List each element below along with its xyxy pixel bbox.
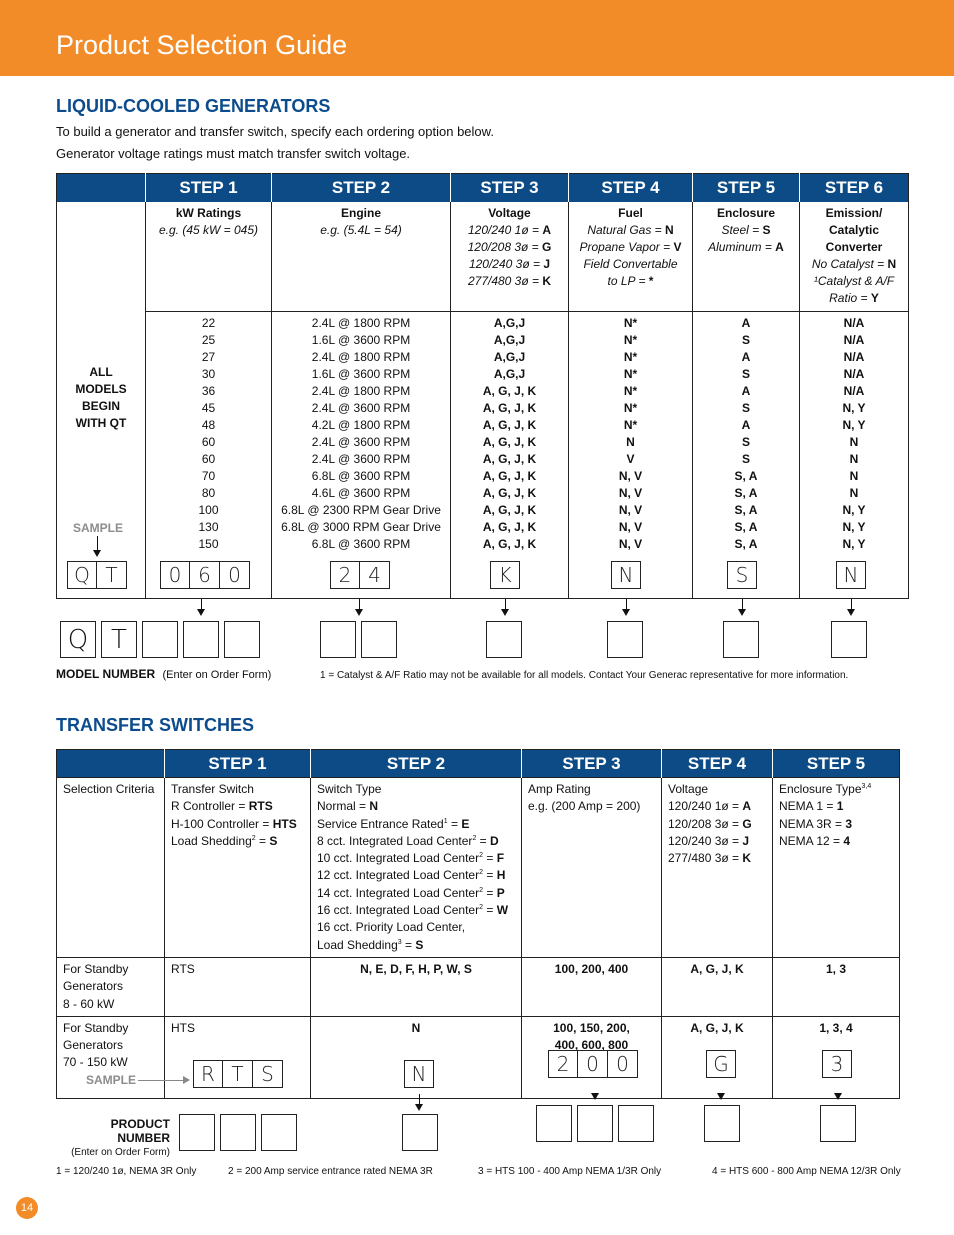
- ts-sample-voltage-box: [706, 1050, 736, 1078]
- list-item: N*: [623, 367, 638, 381]
- enclosure-type-sup: 3,4: [861, 783, 872, 790]
- opt-code: 4: [843, 833, 851, 848]
- list-item: S, A: [734, 486, 758, 500]
- ts-footnote: 1 = 120/240 1ø, NEMA 3R Only: [56, 1166, 197, 1177]
- sample-box: S: [727, 561, 757, 589]
- list-item: A, G, J, K: [482, 401, 537, 415]
- sample-prefix-boxes: [67, 561, 127, 589]
- list-item: S, A: [734, 537, 758, 551]
- model-fuel-entry-box[interactable]: [607, 621, 643, 658]
- list-item: 60: [201, 452, 216, 466]
- list-item: N: [849, 435, 859, 449]
- sample-enclosure-box: [727, 561, 757, 589]
- opt-label: ¹Catalyst & A/F: [813, 273, 895, 288]
- all-models-cell: [57, 202, 146, 599]
- enclosure-title: Enclosure: [716, 205, 776, 220]
- page-number: 14: [16, 1197, 38, 1219]
- opt-code: G: [742, 816, 752, 831]
- product-number-label-group: [60, 1117, 170, 1158]
- opt-label: No Catalyst =: [811, 256, 888, 271]
- opt-label: NEMA 12 =: [779, 833, 844, 848]
- fuel-title: Fuel: [618, 205, 643, 220]
- sample-box: N: [611, 561, 641, 589]
- list-item: N: [626, 435, 635, 449]
- opt-code: N: [887, 256, 897, 271]
- list-item: A,G,J: [493, 350, 526, 364]
- list-item: A,G,J: [493, 367, 526, 381]
- opt-code: N: [665, 222, 674, 237]
- list-item: N*: [623, 316, 638, 330]
- opt-code: V: [673, 239, 682, 254]
- switch-type-option: 10 cct. Integrated Load Center$^2$ = F: [317, 851, 505, 866]
- down-arrow-icon: [419, 1094, 420, 1105]
- list-item: 2.4L @ 1800 RPM: [311, 316, 411, 330]
- enclosure-list: [693, 312, 800, 599]
- gen-sample-label: SAMPLE: [73, 521, 124, 535]
- opt-code: J: [742, 833, 750, 848]
- model-voltage-entry-box[interactable]: [486, 621, 522, 658]
- list-item: A,G,J: [493, 316, 526, 330]
- sample-box: 3: [822, 1050, 852, 1078]
- switch-type-title: Switch Type: [317, 782, 382, 796]
- ts-step5-spec: [773, 778, 900, 958]
- row-label-line: Generators: [63, 979, 124, 994]
- opt-label: 120/208 3ø =: [467, 239, 543, 254]
- opt-label: to LP =: [607, 273, 649, 288]
- sample-box: S: [253, 1060, 283, 1088]
- all-models-line: ALL: [89, 364, 113, 379]
- list-item: N*: [623, 418, 638, 432]
- switch-type-option: 14 cct. Integrated Load Center$^2$ = P: [317, 885, 505, 900]
- intro-line-1: To build a generator and transfer switch, specify each ordering option below.: [56, 124, 494, 139]
- model-kw-entry-box[interactable]: [224, 621, 260, 658]
- ts-step3-spec: [522, 778, 662, 958]
- product-switch-entry-box[interactable]: [179, 1114, 215, 1151]
- sample-voltage-box: [490, 561, 520, 589]
- list-item: N, Y: [842, 503, 866, 517]
- enclosure-type-title: Enclosure Type: [779, 782, 862, 796]
- kw-spec-cell: [146, 202, 272, 312]
- sample-box: Q: [67, 561, 97, 589]
- model-number-label: MODEL NUMBER: [56, 667, 156, 681]
- list-item: A, G, J, K: [482, 469, 537, 483]
- product-amp-entry-box[interactable]: [577, 1105, 613, 1142]
- sample-engine-boxes: [330, 561, 390, 589]
- product-enclosure-entry-box[interactable]: [820, 1105, 856, 1142]
- list-item: N*: [623, 350, 638, 364]
- list-item: 80: [201, 486, 216, 500]
- model-emission-entry-box[interactable]: [831, 621, 867, 658]
- model-kw-entry-box[interactable]: [183, 621, 219, 658]
- list-item: N: [849, 469, 859, 483]
- down-arrow-icon: [505, 599, 506, 610]
- opt-code: K: [742, 851, 752, 866]
- list-item: N*: [623, 384, 638, 398]
- list-item: N, V: [618, 486, 643, 500]
- list-item: 100: [198, 503, 219, 517]
- list-item: 2.4L @ 1800 RPM: [311, 384, 411, 398]
- emission-title: Converter: [825, 239, 883, 254]
- list-item: N, V: [618, 520, 643, 534]
- list-item: 6.8L @ 3600 RPM: [311, 537, 411, 551]
- ts-step4-spec: [662, 778, 773, 958]
- list-item: S: [741, 435, 750, 449]
- opt-code: *: [648, 273, 654, 288]
- all-models-line: BEGIN: [81, 398, 120, 413]
- ts-step1-spec: Transfer Switch R Controller = RTS H-100 Controller = HTS Load Shedding$^2$ = S: [165, 778, 311, 958]
- gen-step-header: STEP 5: [693, 174, 800, 202]
- down-arrow-icon: [851, 599, 852, 610]
- opt-label: NEMA 1 =: [779, 799, 837, 814]
- sample-box: 4: [360, 561, 390, 589]
- list-item: N, Y: [842, 537, 866, 551]
- down-arrow-icon: [359, 599, 360, 610]
- list-item: A, G, J, K: [482, 384, 537, 398]
- row3-enclosure: 1, 3, 4: [773, 1016, 900, 1098]
- row2-voltage: A, G, J, K: [662, 957, 773, 1016]
- fuel-list: [569, 312, 693, 599]
- opt-label: 120/208 3ø =: [668, 816, 743, 831]
- list-item: 25: [201, 333, 216, 347]
- switch-type-option: 16 cct. Integrated Load Center$^2$ = W: [317, 903, 509, 918]
- all-models-line: MODELS: [75, 381, 127, 396]
- switch-type-list: [317, 798, 515, 954]
- emission-title: Catalytic: [828, 222, 880, 237]
- list-item: N/A: [843, 316, 865, 330]
- row-label-line: Generators: [63, 1038, 124, 1053]
- list-item: N, V: [618, 537, 643, 551]
- list-item: 4.6L @ 3600 RPM: [311, 486, 411, 500]
- opt-label: Ratio =: [829, 290, 871, 305]
- list-item: 27: [201, 350, 216, 364]
- generators-table: [56, 173, 909, 599]
- kw-list: [146, 312, 272, 599]
- sample-fuel-box: [611, 561, 641, 589]
- list-item: N, Y: [842, 401, 866, 415]
- list-item: 130: [198, 520, 219, 534]
- opt-label: 277/480 3ø =: [467, 273, 543, 288]
- gen-step-header: STEP 6: [800, 174, 909, 202]
- amp-example: e.g. (200 Amp = 200): [528, 799, 641, 814]
- sample-box: 6: [190, 561, 220, 589]
- opt-code: A: [542, 222, 552, 237]
- product-number-label: PRODUCT NUMBER: [110, 1117, 170, 1145]
- list-item: A: [741, 418, 751, 432]
- transfer-switch-table: [56, 749, 900, 1099]
- emission-list: [800, 312, 909, 599]
- list-item: S, A: [734, 503, 758, 517]
- opt-label: Field Convertable: [583, 256, 678, 271]
- sample-box: 0: [578, 1050, 608, 1078]
- opt-label: 277/480 3ø =: [668, 851, 743, 866]
- ts-footnote: 3 = HTS 100 - 400 Amp NEMA 1/3R Only: [478, 1166, 662, 1177]
- opt-code: HTS: [272, 816, 297, 831]
- row-label-line: 70 - 150 kW: [63, 1055, 128, 1070]
- switch-type-option: Load Shedding$^3$ = S: [317, 937, 424, 952]
- list-item: 60: [201, 435, 216, 449]
- sample-box: R: [193, 1060, 223, 1088]
- opt-label: 120/240 1ø =: [467, 222, 543, 237]
- list-item: 2.4L @ 1800 RPM: [311, 350, 411, 364]
- row3-voltage: A, G, J, K: [662, 1016, 773, 1098]
- product-switch-entry-box[interactable]: [261, 1114, 297, 1151]
- ts-footnote: 2 = 200 Amp service entrance rated NEMA 3R: [228, 1166, 433, 1177]
- list-item: S: [741, 401, 750, 415]
- model-prefix-box: Q: [60, 621, 96, 658]
- opt-label: Load Shedding: [171, 833, 252, 848]
- list-item: N*: [623, 401, 638, 415]
- list-item: 2.4L @ 3600 RPM: [311, 401, 411, 415]
- row2-amps: 100, 200, 400: [522, 957, 662, 1016]
- engine-title: Engine: [340, 205, 381, 220]
- opt-code: G: [542, 239, 552, 254]
- engine-example: e.g. (5.4L = 54): [320, 222, 402, 237]
- ts-step-header: STEP 5: [773, 750, 900, 778]
- row-label-line: 8 - 60 kW: [63, 996, 115, 1011]
- row-label-8-60: [57, 957, 165, 1016]
- list-item: N: [849, 486, 859, 500]
- product-type-entry-box[interactable]: [402, 1114, 438, 1151]
- row-label-line: For Standby: [63, 1020, 129, 1035]
- sample-box: 0: [160, 561, 190, 589]
- opt-label: 120/240 3ø =: [668, 833, 743, 848]
- row2-enclosure: 1, 3: [773, 957, 900, 1016]
- page-title: Product Selection Guide: [56, 30, 348, 60]
- sample-box: 0: [220, 561, 250, 589]
- list-item: S: [741, 333, 750, 347]
- sample-kw-boxes: [160, 561, 250, 589]
- ts-sample-amp-boxes: [548, 1050, 638, 1078]
- fuel-spec-cell: [569, 202, 693, 312]
- sample-arrow-icon: [97, 536, 98, 551]
- list-item: A, G, J, K: [482, 452, 537, 466]
- list-item: 22: [201, 316, 216, 330]
- list-item: A, G, J, K: [482, 537, 537, 551]
- ts-sample-type-box: [404, 1060, 434, 1088]
- sample-box: T: [97, 561, 127, 589]
- switch-type-option: Service Entrance Rated$^1$ = E: [317, 816, 470, 831]
- model-kw-entry-box[interactable]: [142, 621, 178, 658]
- sample-arrowhead-icon: [183, 1076, 190, 1084]
- list-item: 2.4L @ 3600 RPM: [311, 452, 411, 466]
- list-item: S: [741, 367, 750, 381]
- selection-criteria-label: Selection Criteria: [57, 778, 165, 958]
- gen-step-header: STEP 4: [569, 174, 693, 202]
- list-item: N: [849, 452, 859, 466]
- sample-box: T: [223, 1060, 253, 1088]
- product-voltage-entry-box[interactable]: [704, 1105, 740, 1142]
- list-item: 48: [201, 418, 216, 432]
- list-item: A: [741, 316, 751, 330]
- list-item: 150: [198, 537, 219, 551]
- opt-code: S: [762, 222, 771, 237]
- opt-label: 120/240 3ø =: [468, 256, 544, 271]
- gen-step-blank: [57, 174, 146, 202]
- ts-step2-spec: [311, 778, 522, 958]
- down-arrow-icon: [201, 599, 202, 610]
- list-item: A, G, J, K: [482, 503, 537, 517]
- row3-switch-types: N: [311, 1016, 522, 1098]
- list-item: N/A: [843, 384, 865, 398]
- list-item: 1.6L @ 3600 RPM: [311, 367, 411, 381]
- list-item: V: [626, 452, 635, 466]
- enclosure-spec-cell: [693, 202, 800, 312]
- switch-type-option: 16 cct. Priority Load Center,: [317, 920, 466, 935]
- model-engine-entry-box[interactable]: [361, 621, 397, 658]
- ts-step-header: STEP 3: [522, 750, 662, 778]
- list-item: 30: [201, 367, 216, 381]
- amp-line: 100, 150, 200,: [553, 1020, 630, 1035]
- list-item: A, G, J, K: [482, 520, 537, 534]
- sample-arrow-icon: [138, 1080, 184, 1081]
- list-item: N, V: [618, 469, 643, 483]
- list-item: N, Y: [842, 520, 866, 534]
- opt-label: R Controller =: [171, 799, 249, 814]
- switch-type-option: 8 cct. Integrated Load Center$^2$ = D: [317, 833, 499, 848]
- gen-step-header: STEP 1: [146, 174, 272, 202]
- down-arrow-icon: [742, 599, 743, 610]
- opt-code: RTS: [248, 799, 273, 814]
- product-amp-entry-box[interactable]: [618, 1105, 654, 1142]
- list-item: A: [741, 384, 751, 398]
- transfer-switches-heading: TRANSFER SWITCHES: [56, 715, 254, 735]
- opt-code: 1: [836, 799, 844, 814]
- voltage-title: Voltage: [488, 205, 531, 220]
- list-item: S, A: [734, 469, 758, 483]
- list-item: 6.8L @ 2300 RPM Gear Drive: [281, 503, 441, 517]
- sample-box: 2: [330, 561, 360, 589]
- switch-type-option: Normal = N: [317, 799, 379, 814]
- sample-box: N: [404, 1060, 434, 1088]
- opt-code: S: [269, 833, 278, 848]
- ts-voltage-title: Voltage: [668, 782, 709, 796]
- title-banner: [0, 0, 954, 76]
- list-item: 45: [201, 401, 216, 415]
- list-item: 6.8L @ 3600 RPM: [311, 469, 411, 483]
- opt-code: 3: [845, 816, 853, 831]
- opt-label: Aluminum =: [708, 239, 776, 254]
- opt-code: A: [742, 799, 752, 814]
- list-item: A, G, J, K: [482, 486, 537, 500]
- list-item: 6.8L @ 3000 RPM Gear Drive: [281, 520, 441, 534]
- opt-label: Steel =: [721, 222, 763, 237]
- row2-switch: RTS: [165, 957, 311, 1016]
- list-item: A,G,J: [493, 333, 526, 347]
- amp-title: Amp Rating: [528, 782, 591, 796]
- list-item: N*: [623, 333, 638, 347]
- ts-step-blank: [57, 750, 165, 778]
- list-item: S, A: [734, 520, 758, 534]
- list-item: A, G, J, K: [482, 435, 537, 449]
- model-number-note: (Enter on Order Form): [162, 669, 272, 681]
- row3-switch: HTS: [165, 1016, 311, 1098]
- sample-box: G: [706, 1050, 736, 1078]
- list-item: N/A: [843, 333, 865, 347]
- opt-label: H-100 Controller =: [171, 816, 273, 831]
- engine-list: [272, 312, 451, 599]
- generators-heading: LIQUID-COOLED GENERATORS: [56, 96, 331, 116]
- opt-label: Transfer Switch: [171, 782, 254, 796]
- amp-line: 400, 600, 800: [554, 1038, 629, 1053]
- gen-footnote: 1 = Catalyst & A/F Ratio may not be available for all models. Contact Your Generac representative for more information.: [320, 670, 849, 681]
- ts-step-header: STEP 1: [165, 750, 311, 778]
- all-models-line: WITH QT: [75, 415, 127, 430]
- list-item: A, G, J, K: [482, 418, 537, 432]
- opt-label: 120/240 1ø =: [668, 799, 743, 814]
- kw-title: kW Ratings: [175, 205, 242, 220]
- list-item: N/A: [843, 350, 865, 364]
- voltage-list: [451, 312, 569, 599]
- opt-label: Natural Gas =: [587, 222, 666, 237]
- product-number-note: (Enter on Order Form): [71, 1147, 170, 1158]
- emission-spec-cell: [800, 202, 909, 312]
- list-item: 2.4L @ 3600 RPM: [311, 435, 411, 449]
- list-item: 4.2L @ 1800 RPM: [311, 418, 411, 432]
- product-amp-entry-box[interactable]: [536, 1105, 572, 1142]
- ts-sample-label: SAMPLE: [86, 1073, 137, 1087]
- opt-code: K: [542, 273, 552, 288]
- list-item: N, Y: [842, 418, 866, 432]
- model-number-label-group: [56, 667, 271, 681]
- kw-example: e.g. (45 kW = 045): [158, 222, 259, 237]
- sample-box: K: [490, 561, 520, 589]
- opt-code: J: [543, 256, 551, 271]
- list-item: 1.6L @ 3600 RPM: [311, 333, 411, 347]
- sample-box: 2: [548, 1050, 578, 1078]
- voltage-spec-cell: [451, 202, 569, 312]
- ts-step-header: STEP 2: [311, 750, 522, 778]
- sample-box: 0: [608, 1050, 638, 1078]
- sample-emission-box: [836, 561, 866, 589]
- product-switch-entry-box[interactable]: [220, 1114, 256, 1151]
- list-item: 70: [201, 469, 216, 483]
- list-item: N/A: [843, 367, 865, 381]
- down-arrow-icon: [626, 599, 627, 610]
- model-prefix-box: T: [101, 621, 137, 658]
- sample-box: N: [836, 561, 866, 589]
- opt-code: Y: [870, 290, 879, 305]
- opt-code: A: [775, 239, 784, 254]
- row2-switch-types: N, E, D, F, H, P, W, S: [311, 957, 522, 1016]
- engine-spec-cell: [272, 202, 451, 312]
- ts-footnote: 4 = HTS 600 - 800 Amp NEMA 12/3R Only: [712, 1166, 901, 1177]
- ts-sample-switch-boxes: [193, 1060, 283, 1088]
- list-item: N, V: [618, 503, 643, 517]
- ts-sample-enclosure-box: [822, 1050, 852, 1078]
- opt-label: Propane Vapor =: [579, 239, 674, 254]
- model-engine-entry-box[interactable]: [320, 621, 356, 658]
- list-item: S: [741, 452, 750, 466]
- intro-line-2: Generator voltage ratings must match transfer switch voltage.: [56, 146, 411, 161]
- opt-label: NEMA 3R =: [779, 816, 846, 831]
- list-item: A: [741, 350, 751, 364]
- gen-step-header: STEP 3: [451, 174, 569, 202]
- gen-step-header: STEP 2: [272, 174, 451, 202]
- ts-step-header: STEP 4: [662, 750, 773, 778]
- switch-type-option: 12 cct. Integrated Load Center$^2$ = H: [317, 868, 506, 883]
- list-item: 36: [201, 384, 216, 398]
- model-enclosure-entry-box[interactable]: [723, 621, 759, 658]
- emission-title: Emission/: [825, 205, 883, 220]
- row-label-line: For Standby: [63, 961, 129, 976]
